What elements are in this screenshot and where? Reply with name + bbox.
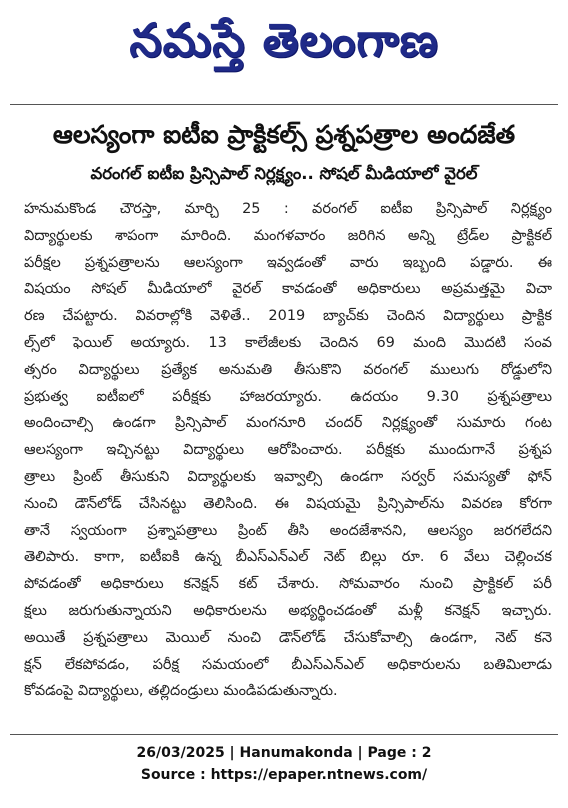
article-line: అయితే ప్రశ్నపత్రాలు మెయిల్ నుంచి డౌన్‌లోడ్ చేసుకోవాల్సి ఉండగా, నెట్ కనె xyxy=(24,629,552,646)
article-line: పోవడంతో అధికారులు కనెక్షన్ కట్ చేశారు. సోమవారం నుంచి ప్రాక్టికల్ పరీ xyxy=(24,576,552,593)
article-line: పరీక్షల ప్రశ్నపత్రాలను ఆలస్యంగా ఇవ్వడంతో వారు ఇబ్బంది పడ్డారు. ఈ xyxy=(24,254,552,271)
article-line: ల్స్‌లో ఫెయిల్ అయ్యారు. 13 కాలేజీలకు చెందిన 69 మంది మొదటి సంవ xyxy=(24,334,552,351)
article-line: ఆలస్యంగా ఇచ్చినట్టు విద్యార్థులు ఆరోపించారు. పరీక్షకు ముందుగానే ప్రశ్నప xyxy=(24,442,552,459)
article-line: రణ చేపట్టారు. వివరాల్లోకి వెళితే.. 2019 బ్యాచ్‌కు చెందిన విద్యార్థులు ప్రాక్టిక xyxy=(24,308,552,325)
article-line: విద్యార్థులకు శాపంగా మారింది. మంగళవారం జరిగిన అన్ని ట్రేడ్‌ల ప్రాక్టికల్ xyxy=(24,227,552,244)
footer-divider xyxy=(10,734,558,735)
article-body xyxy=(24,196,552,705)
article-subheadline: వరంగల్ ఐటీఐ ప్రిన్సిపాల్ నిర్లక్ష్యం.. సోషల్ మీడియాలో వైరల్ xyxy=(90,164,478,183)
article-line: క్షన్ లేకపోవడం, పరీక్ష సమయంలో బీఎస్ఎన్ఎల్ అధికారులను బతిమిలాడు xyxy=(24,656,552,673)
article-line: త్రాలు ప్రింట్ తీసుకుని విద్యార్థులకు ఇవ్వాల్సి ఉండగా సర్వర్ సమస్యతో ఫోన్ xyxy=(24,468,552,485)
footer-meta: 26/03/2025 | Hanumakonda | Page : 2 xyxy=(136,745,432,761)
article-line: క్షలు జరుగుతున్నాయని అధికారులను అభ్యర్థించడంతో మళ్లీ కనెక్షన్ ఇచ్చారు. xyxy=(24,602,552,619)
article-headline: ఆలస్యంగా ఐటీఐ ప్రాక్టికల్స్ ప్రశ్నపత్రాల అందజేత xyxy=(52,120,516,149)
article-line: అందించాల్సి ఉండగా ప్రిన్సిపాల్ మంగనూరి చందర్ నిర్లక్ష్యంతో సుమారు గంట xyxy=(24,415,552,432)
article-line: తెలిపారు. కాగా, ఐటీఐకి ఉన్న బీఎస్ఎన్ఎల్ నెట్ బిల్లు రూ. 6 వేలు చెల్లించక xyxy=(24,549,552,566)
article-line: విషయం సోషల్ మీడియాలో వైరల్ కావడంతో అధికారులు అప్రమత్తమై విచా xyxy=(24,281,552,298)
masthead xyxy=(0,0,568,92)
article-line: త్సరం విద్యార్థులు ప్రత్యేక అనుమతి తీసుకొని వరంగల్ ములుగు రోడ్డులోని xyxy=(24,361,552,378)
footer xyxy=(0,742,568,786)
footer-source: Source : https://epaper.ntnews.com/ xyxy=(140,767,428,783)
article-line: తానే స్వయంగా ప్రశ్నాపత్రాలు ప్రింట్ తీసి అందజేశానని, ఆలస్యం జరగలేదని xyxy=(24,522,552,539)
newspaper-logo: నమస్తే తెలంగాణ xyxy=(129,13,439,67)
header-divider xyxy=(10,104,558,105)
article-line: నుంచి డౌన్‌లోడ్ చేసినట్టు తెలిసింది. ఈ విషయమై ప్రిన్సిపాల్‌ను వివరణ కోరగా xyxy=(24,495,552,512)
article-line: ప్రభుత్వ ఐటీఐలో పరీక్షకు హాజరయ్యారు. ఉదయం 9.30 ప్రశ్నపత్రాలు xyxy=(24,388,552,405)
article-line: హనుమకొండ చౌరస్తా, మార్చి 25 : వరంగల్ ఐటీఐ ప్రిన్సిపాల్ నిర్లక్ష్యం xyxy=(24,201,552,217)
article-line: కోవడంపై విద్యార్థులు, తల్లిదండ్రులు మండిపడుతున్నారు. xyxy=(24,683,338,700)
